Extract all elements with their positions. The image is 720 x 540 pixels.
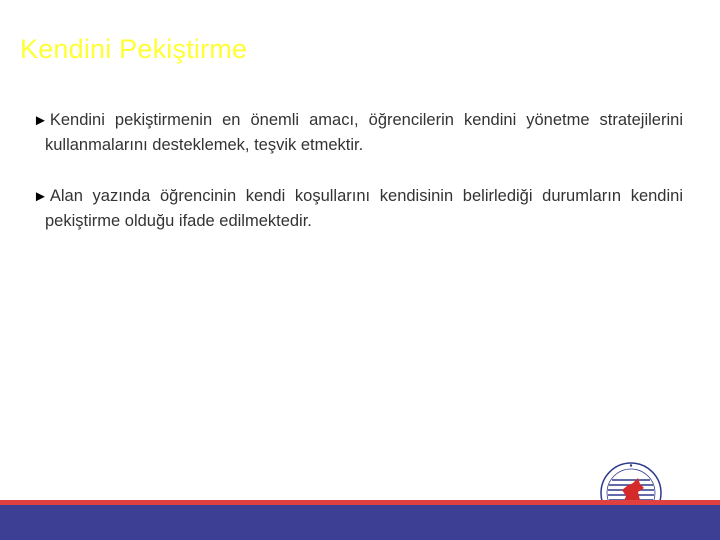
bullet-list <box>33 108 683 260</box>
slide-title: Kendini Pekiştirme <box>20 34 248 64</box>
bullet-text-2: Alan yazında öğrencinin kendi koşullarını kendisinin belirlediği durumların kendini pekiştirme olduğu ifade edilmektedir. <box>45 187 683 230</box>
bullet-arrow-icon: ► <box>33 188 48 205</box>
bullet-item-2 <box>33 184 683 234</box>
footer-blue-band <box>0 505 720 540</box>
bullet-text-1: Kendini pekiştirmenin en önemli amacı, öğrencilerin kendini yönetme stratejilerini kullanmalarını desteklemek, teşvik etmektir. <box>45 111 683 154</box>
bullet-arrow-icon: ► <box>33 112 48 129</box>
bullet-item-1 <box>33 108 683 158</box>
footer-bar <box>0 500 720 540</box>
